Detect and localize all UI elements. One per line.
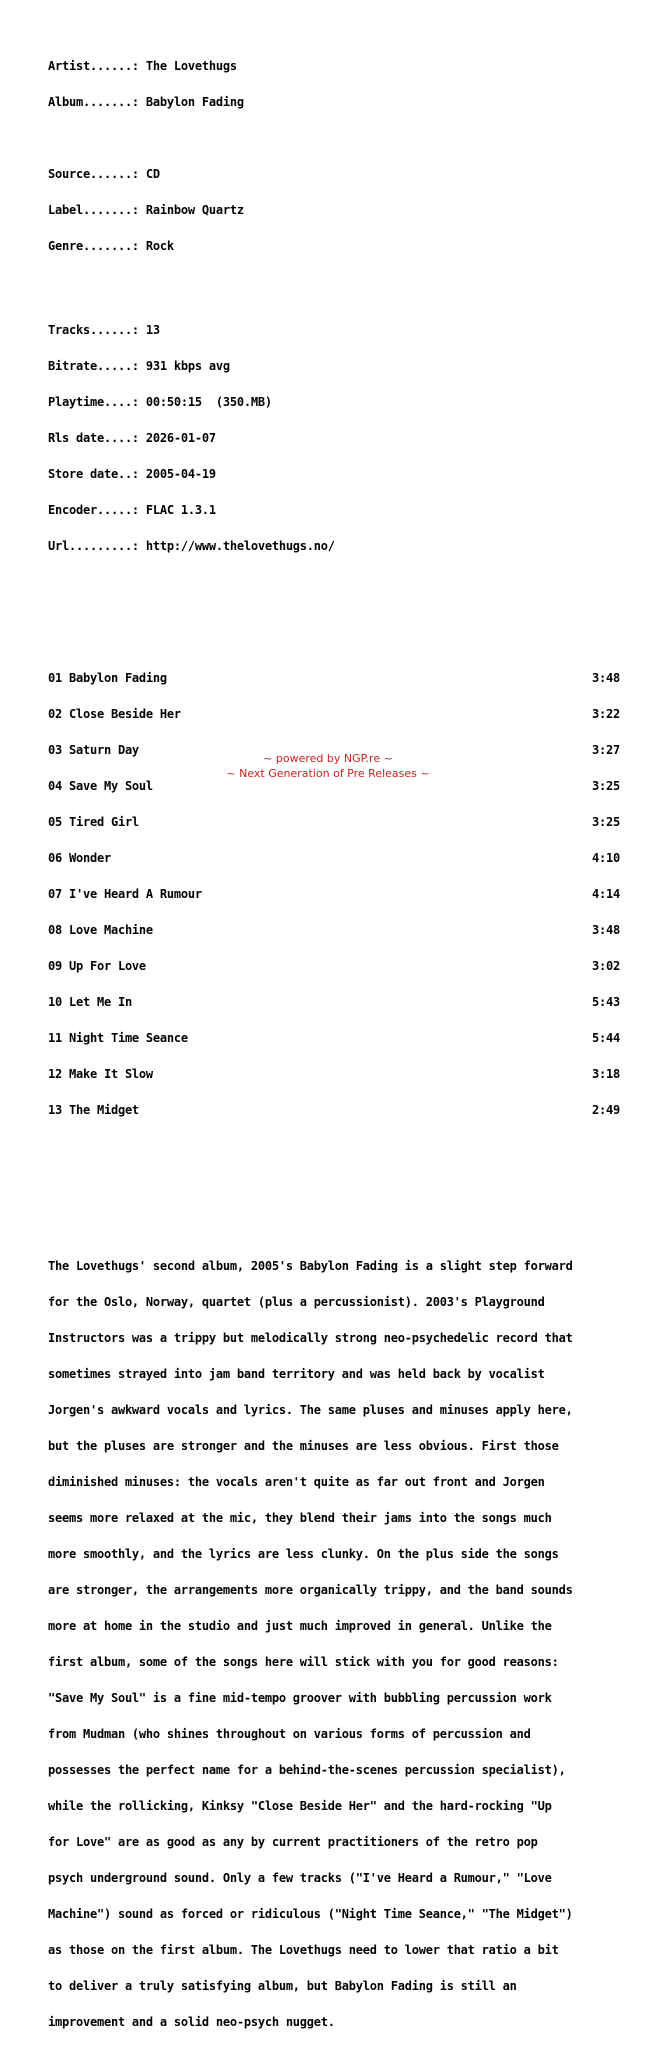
- track-duration: 3:22: [592, 707, 620, 721]
- playtime-line: Playtime....: 00:50:15 (350.MB): [48, 395, 272, 409]
- track-title: 11 Night Time Seance: [48, 1031, 188, 1045]
- review-line: while the rollicking, Kinksy "Close Beside Her" and the hard-rocking "Up: [48, 1799, 552, 1813]
- track-row: [48, 996, 624, 1008]
- tracks-line: Tracks......: 13: [48, 323, 160, 337]
- review-line: improvement and a solid neo-psych nugget.: [48, 2015, 335, 2029]
- track-row: [48, 852, 624, 864]
- track-row: [48, 1032, 624, 1044]
- review-line: "Save My Soul" is a fine mid-tempo groover with bubbling percussion work: [48, 1691, 552, 1705]
- review-line: first album, some of the songs here will stick with you for good reasons:: [48, 1655, 559, 1669]
- track-duration: 4:10: [592, 851, 620, 865]
- artist-line: Artist......: The Lovethugs: [48, 59, 237, 73]
- track-row: [48, 1104, 624, 1116]
- review-line: for the Oslo, Norway, quartet (plus a percussionist). 2003's Playground: [48, 1295, 545, 1309]
- track-row: [48, 888, 624, 900]
- review-line: more smoothly, and the lyrics are less clunky. On the plus side the songs: [48, 1547, 559, 1561]
- album-line: Album.......: Babylon Fading: [48, 95, 244, 109]
- track-duration: 3:48: [592, 923, 620, 937]
- track-title: 12 Make It Slow: [48, 1067, 153, 1081]
- track-title: 10 Let Me In: [48, 995, 132, 1009]
- footer-powered-by[interactable]: ~ powered by NGP.re ~: [263, 752, 393, 765]
- track-row: [48, 816, 624, 828]
- track-duration: 3:18: [592, 1067, 620, 1081]
- rls-date-line: Rls date....: 2026-01-07: [48, 431, 216, 445]
- track-duration: 3:48: [592, 671, 620, 685]
- track-row: [48, 708, 624, 720]
- review-line: psych underground sound. Only a few tracks ("I've Heard a Rumour," "Love: [48, 1871, 552, 1885]
- review-text: [48, 1236, 624, 2052]
- track-duration: 2:49: [592, 1103, 620, 1117]
- bitrate-line: Bitrate.....: 931 kbps avg: [48, 359, 230, 373]
- track-title: 07 I've Heard A Rumour: [48, 887, 202, 901]
- review-line: to deliver a truly satisfying album, but Babylon Fading is still an: [48, 1979, 517, 1993]
- review-line: more at home in the studio and just much improved in general. Unlike the: [48, 1619, 552, 1633]
- encoder-line: Encoder.....: FLAC 1.3.1: [48, 503, 216, 517]
- url-line[interactable]: Url.........: http://www.thelovethugs.no/: [48, 539, 335, 553]
- source-line: Source......: CD: [48, 167, 160, 181]
- track-title: 09 Up For Love: [48, 959, 146, 973]
- track-title: 02 Close Beside Her: [48, 707, 181, 721]
- track-duration: 3:25: [592, 779, 620, 793]
- footer-tagline: ~ Next Generation of Pre Releases ~: [226, 767, 430, 780]
- review-line: for Love" are as good as any by current practitioners of the retro pop: [48, 1835, 538, 1849]
- track-row: [48, 1068, 624, 1080]
- review-line: as those on the first album. The Lovethugs need to lower that ratio a bit: [48, 1943, 559, 1957]
- label-line: Label.......: Rainbow Quartz: [48, 203, 244, 217]
- review-line: The Lovethugs' second album, 2005's Babylon Fading is a slight step forward: [48, 1259, 573, 1273]
- review-line: Instructors was a trippy but melodically strong neo-psychedelic record that: [48, 1331, 573, 1345]
- review-line: Jorgen's awkward vocals and lyrics. The same pluses and minuses apply here,: [48, 1403, 573, 1417]
- review-line: but the pluses are stronger and the minuses are less obvious. First those: [48, 1439, 559, 1453]
- review-line: diminished minuses: the vocals aren't quite as far out front and Jorgen: [48, 1475, 545, 1489]
- review-line: sometimes strayed into jam band territory and was held back by vocalist: [48, 1367, 545, 1381]
- tracklist: [48, 648, 624, 1140]
- track-row: [48, 672, 624, 684]
- track-duration: 3:02: [592, 959, 620, 973]
- track-title: 05 Tired Girl: [48, 815, 139, 829]
- genre-line: Genre.......: Rock: [48, 239, 174, 253]
- track-row: [48, 960, 624, 972]
- nfo-text: [48, 36, 624, 2064]
- track-title: 06 Wonder: [48, 851, 111, 865]
- track-row: [48, 924, 624, 936]
- track-duration: 4:14: [592, 887, 620, 901]
- review-line: seems more relaxed at the mic, they blend their jams into the songs much: [48, 1511, 552, 1525]
- track-title: 03 Saturn Day: [48, 743, 139, 757]
- review-line: possesses the perfect name for a behind-the-scenes percussion specialist),: [48, 1763, 566, 1777]
- track-title: 13 The Midget: [48, 1103, 139, 1117]
- track-duration: 5:43: [592, 995, 620, 1009]
- track-title: 01 Babylon Fading: [48, 671, 167, 685]
- store-date-line: Store date..: 2005-04-19: [48, 467, 216, 481]
- track-duration: 3:25: [592, 815, 620, 829]
- track-title: 04 Save My Soul: [48, 779, 153, 793]
- track-duration: 3:27: [592, 743, 620, 757]
- review-line: from Mudman (who shines throughout on various forms of percussion and: [48, 1727, 531, 1741]
- review-line: Machine") sound as forced or ridiculous ("Night Time Seance," "The Midget"): [48, 1907, 573, 1921]
- track-duration: 5:44: [592, 1031, 620, 1045]
- review-line: are stronger, the arrangements more organically trippy, and the band sounds: [48, 1583, 573, 1597]
- track-row: [48, 780, 624, 792]
- track-title: 08 Love Machine: [48, 923, 153, 937]
